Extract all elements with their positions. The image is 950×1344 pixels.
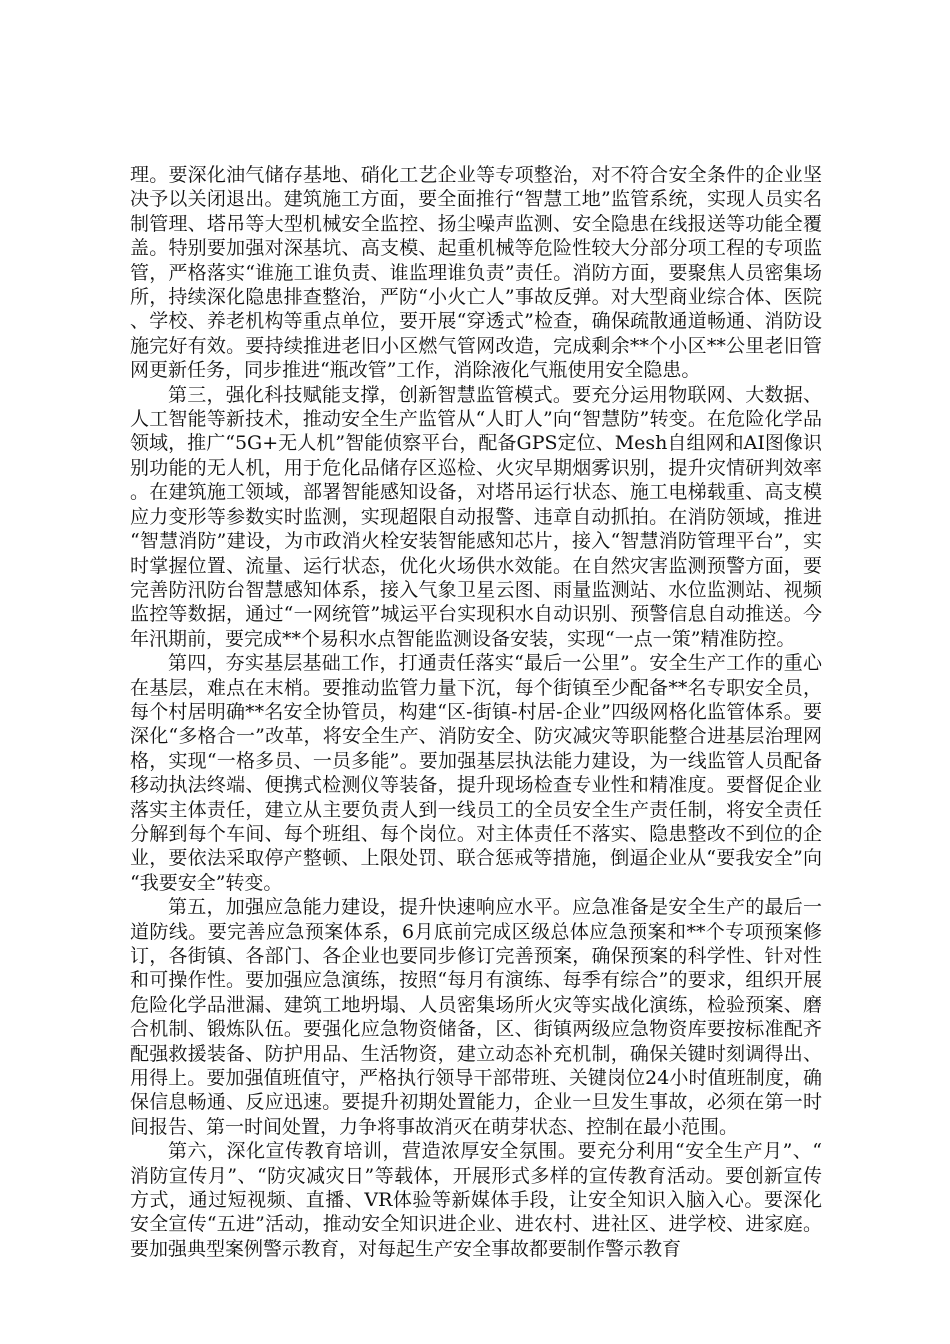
paragraph-third-point: 第三，强化科技赋能支撑，创新智慧监管模式。要充分运用物联网、大数据、人工智能等新技术，推动安全生产监管从“人盯人”向“智慧防”转变。在危险化学品领域，推广“5G+无人机”智能侦察平台，配备GPS定位、Mesh自组网和AI图像识别功能的无人机，用于危化品储存区巡检、火灾早期烟雾识别，提升灾情研判效率。在建筑施工领域，部署智能感知设备，对塔吊运行状态、施工电梯载重、高支模应力变形等参数实时监测，实现超限自动报警、违章自动抓拍。在消防领域，推进“智慧消防”建设，为市政消火栓安装智能感知芯片，接入“智慧消防管理平台”，实时掌握位置、流量、运行状态，优化火场供水效能。在自然灾害监测预警方面，要完善防汛防台智慧感知体系，接入气象卫星云图、雨量监测站、水位监测站、视频监控等数据，通过“一网统管”城运平台实现积水自动识别、预警信息自动推送。今年汛期前，要完成**个易积水点智能监测设备安装，实现“一点一策”精准防控。 — [130, 383, 822, 650]
paragraph-fourth-point: 第四，夯实基层基础工作，打通责任落实“最后一公里”。安全生产工作的重心在基层，难点在末梢。要推动监管力量下沉，每个街镇至少配备**名专职安全员，每个村居明确**名安全协管员，构建“区-街镇-村居-企业”四级网格化监管体系。要深化“多格合一”改革，将安全生产、消防安全、防灾减灾等职能整合进基层治理网格，实现“一格多员、一员多能”。要加强基层执法能力建设，为一线监管人员配备移动执法终端、便携式检测仪等装备，提升现场检查专业性和精准度。要督促企业落实主体责任，建立从主要负责人到一线员工的全员安全生产责任制，将安全责任分解到每个车间、每个班组、每个岗位。对主体责任不落实、隐患整改不到位的企业，要依法采取停产整顿、上限处罚、联合惩戒等措施，倒逼企业从“要我安全”向“我要安全”转变。 — [130, 652, 822, 894]
paragraph-sixth-point: 第六，深化宣传教育培训，营造浓厚安全氛围。要充分利用“安全生产月”、“消防宣传月”、“防灾减灾日”等载体，开展形式多样的宣传教育活动。要创新宣传方式，通过短视频、直播、VR体验等新媒体手段，让安全知识入脑入心。要深化安全宣传“五进”活动，推动安全知识进企业、进农村、进社区、进学校、进家庭。要加强典型案例警示教育，对每起生产安全事故都要制作警示教育 — [130, 1140, 822, 1260]
paragraph-fifth-point: 第五，加强应急能力建设，提升快速响应水平。应急准备是安全生产的最后一道防线。要完善应急预案体系，6月底前完成区级总体应急预案和**个专项预案修订，各街镇、各部门、各企业也要同步修订完善预案，确保预案的科学性、针对性和可操作性。要加强应急演练，按照“每月有演练、每季有综合”的要求，组织开展危险化学品泄漏、建筑工地坍塌、人员密集场所火灾等实战化演练，检验预案、磨合机制、锻炼队伍。要强化应急物资储备，区、街镇两级应急物资库要按标准配齐配强救援装备、防护用品、生活物资，建立动态补充机制，确保关键时刻调得出、用得上。要加强值班值守，严格执行领导干部带班、关键岗位24小时值班制度，确保信息畅通、反应迅速。要提升初期处置能力，企业一旦发生事故，必须在第一时间报告、第一时间处置，力争将事故消灭在萌芽状态、控制在最小范围。 — [130, 896, 822, 1138]
paragraph-continuation: 理。要深化油气储存基地、硝化工艺企业等专项整治，对不符合安全条件的企业坚决予以关闭退出。建筑施工方面，要全面推行“智慧工地”监管系统，实现人员实名制管理、塔吊等大型机械安全监控、扬尘噪声监测、安全隐患在线报送等功能全覆盖。特别要加强对深基坑、高支模、起重机械等危险性较大分部分项工程的专项监管，严格落实“谁施工谁负责、谁监理谁负责”责任。消防方面，要聚焦人员密集场所，持续深化隐患排查整治，严防“小火亡人”事故反弹。对大型商业综合体、医院、学校、养老机构等重点单位，要开展“穿透式”检查，确保疏散通道畅通、消防设施完好有效。要持续推进老旧小区燃气管网改造，完成剩余**个小区**公里老旧管网更新任务，同步推进“瓶改管”工作，消除液化气瓶使用安全隐患。 — [130, 164, 822, 382]
document-body — [130, 163, 822, 1261]
